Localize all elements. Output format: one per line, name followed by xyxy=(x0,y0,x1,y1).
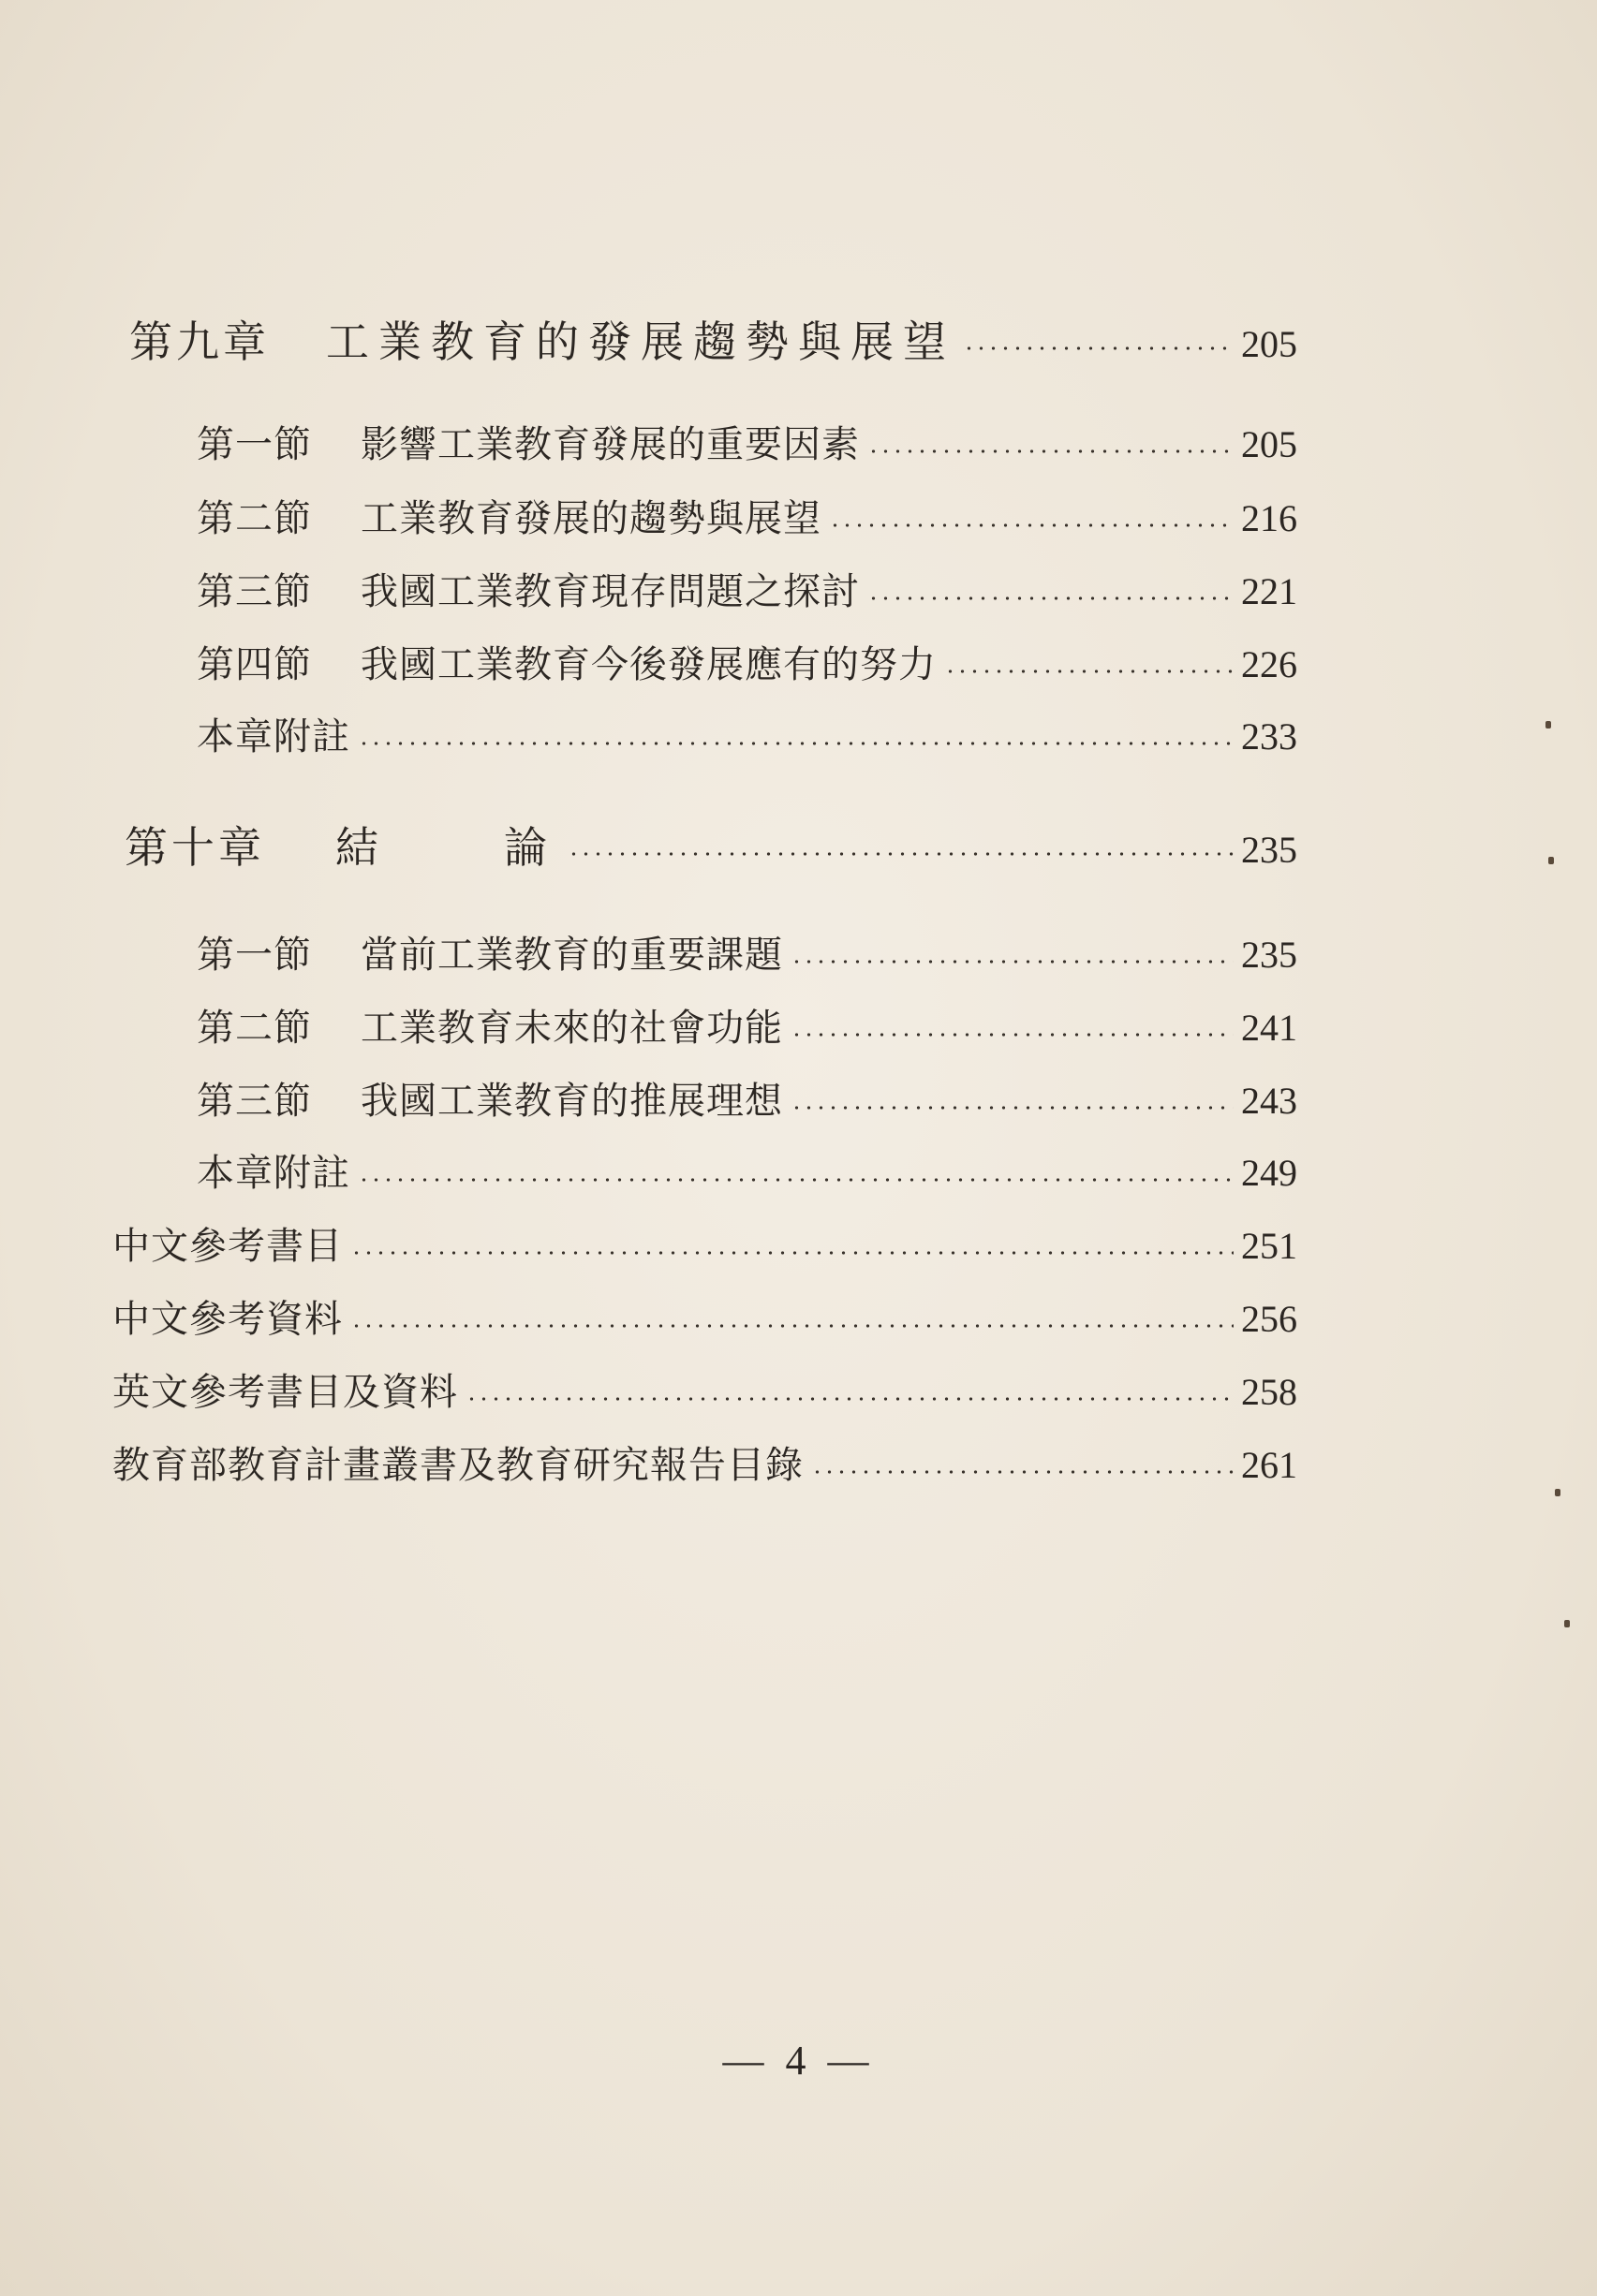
toc-section[interactable] xyxy=(197,491,1297,547)
section-number: 第三節 xyxy=(197,570,312,613)
toc-section[interactable] xyxy=(197,1073,1297,1129)
page-number: 251 xyxy=(1241,1225,1297,1267)
notes-title: 本章附註 xyxy=(197,1152,350,1195)
chapter-title: 工業教育的發展趨勢與展望 xyxy=(326,316,955,367)
section-number: 第二節 xyxy=(197,1007,312,1050)
toc-chapter-10[interactable] xyxy=(125,819,1297,876)
dot-leader xyxy=(867,449,1234,453)
dot-leader xyxy=(867,596,1234,600)
page-number: 233 xyxy=(1241,715,1297,758)
dot-leader xyxy=(358,1178,1234,1182)
dot-leader xyxy=(358,742,1234,745)
page-number: 256 xyxy=(1241,1298,1297,1340)
toc-section[interactable] xyxy=(197,564,1297,620)
page-number: 216 xyxy=(1241,497,1297,539)
section-title: 工業教育發展的趨勢與展望 xyxy=(361,497,821,540)
dot-leader xyxy=(350,1324,1234,1328)
toc-notes[interactable] xyxy=(197,709,1297,765)
chapter-number: 第九章 xyxy=(129,316,270,367)
appendix-title: 英文參考書目及資料 xyxy=(112,1371,458,1414)
notes-title: 本章附註 xyxy=(197,715,350,758)
toc-section[interactable] xyxy=(197,637,1297,693)
page-number: 235 xyxy=(1241,829,1297,871)
page-number: 249 xyxy=(1241,1152,1297,1194)
section-number: 第一節 xyxy=(197,423,312,466)
chapter-title: 結 論 xyxy=(335,822,560,873)
page-number: 221 xyxy=(1241,570,1297,612)
section-number: 第四節 xyxy=(197,643,312,686)
section-number: 第三節 xyxy=(197,1080,312,1123)
dot-leader xyxy=(791,1106,1234,1110)
page-number: 205 xyxy=(1241,323,1297,365)
section-title: 我國工業教育的推展理想 xyxy=(361,1080,783,1123)
section-title: 工業教育未來的社會功能 xyxy=(361,1007,783,1050)
page-number: 243 xyxy=(1241,1080,1297,1122)
section-number: 第二節 xyxy=(197,497,312,540)
page-number: 241 xyxy=(1241,1007,1297,1049)
section-title: 我國工業教育今後發展應有的努力 xyxy=(361,643,937,686)
paper-speck xyxy=(1564,1620,1570,1627)
page-number: 205 xyxy=(1241,423,1297,465)
page-number: 258 xyxy=(1241,1371,1297,1413)
dot-leader xyxy=(944,670,1234,673)
chapter-number: 第十章 xyxy=(125,822,265,873)
toc-notes[interactable] xyxy=(197,1145,1297,1201)
paper-speck xyxy=(1548,857,1554,864)
toc-appendix[interactable] xyxy=(112,1218,1297,1274)
dot-leader xyxy=(791,960,1234,964)
section-title: 影響工業教育發展的重要因素 xyxy=(361,423,860,466)
toc-appendix[interactable] xyxy=(112,1437,1297,1494)
toc-appendix[interactable] xyxy=(112,1291,1297,1347)
paper-speck xyxy=(1545,721,1551,729)
page-number: 235 xyxy=(1241,934,1297,976)
dot-leader xyxy=(829,523,1234,527)
dot-leader xyxy=(350,1251,1234,1255)
section-title: 當前工業教育的重要課題 xyxy=(361,934,783,977)
dot-leader xyxy=(466,1397,1234,1401)
toc-section[interactable] xyxy=(197,927,1297,983)
toc-chapter-9[interactable] xyxy=(129,314,1297,370)
paper-speck xyxy=(1555,1489,1560,1496)
dot-leader xyxy=(568,852,1234,856)
page-footer-number: — 4 — xyxy=(722,2038,875,2083)
section-title: 我國工業教育現存問題之探討 xyxy=(361,570,860,613)
dot-leader xyxy=(811,1470,1234,1474)
dot-leader xyxy=(963,346,1234,350)
page-number: 261 xyxy=(1241,1444,1297,1486)
toc-appendix[interactable] xyxy=(112,1364,1297,1420)
toc-section[interactable] xyxy=(197,1000,1297,1056)
section-number: 第一節 xyxy=(197,934,312,977)
appendix-title: 中文參考書目 xyxy=(112,1225,343,1268)
appendix-title: 教育部教育計畫叢書及教育研究報告目錄 xyxy=(112,1444,804,1487)
appendix-title: 中文參考資料 xyxy=(112,1298,343,1341)
toc-section[interactable] xyxy=(197,417,1297,473)
page-number: 226 xyxy=(1241,643,1297,685)
dot-leader xyxy=(791,1033,1234,1037)
